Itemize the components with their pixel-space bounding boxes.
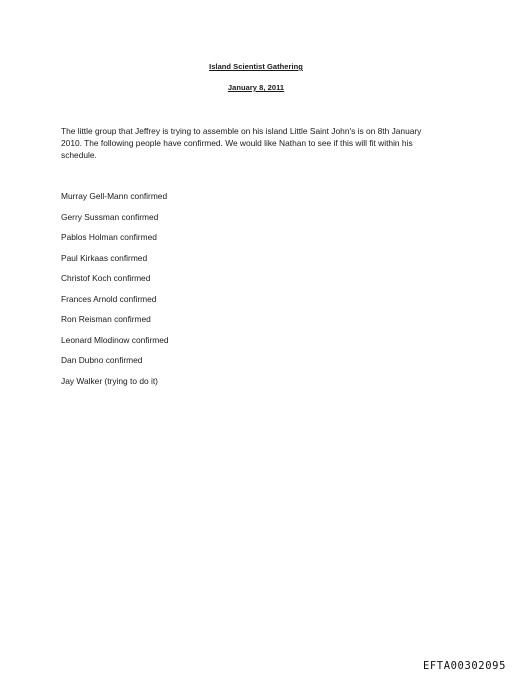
attendee-item: Frances Arnold confirmed (61, 293, 157, 304)
intro-paragraph: The little group that Jeffrey is trying to assemble on his island Little Saint John's is on 8th January 2010. The following people have confirmed. We would like Nathan to see if this will fit within his schedule. (61, 126, 422, 160)
attendee-item: Christof Koch confirmed (61, 273, 151, 283)
attendee-item: Pablos Holman confirmed (61, 232, 157, 242)
document-title: Island Scientist Gathering (209, 62, 303, 71)
document-date: January 8, 2011 (227, 83, 285, 92)
attendee-item: Leonard Mlodinow confirmed (61, 334, 169, 345)
attendee-item: Murray Gell-Mann confirmed (61, 191, 168, 201)
attendee-item: Paul Kirkaas confirmed (61, 252, 148, 263)
attendee-item: Jay Walker (trying to do it) (61, 375, 158, 386)
bates-number: EFTA00302095 (422, 660, 506, 672)
attendee-item: Ron Reisman confirmed (61, 314, 151, 324)
attendee-item: Dan Dubno confirmed (61, 355, 143, 365)
attendee-item: Gerry Sussman confirmed (61, 211, 159, 222)
attendee-list (61, 190, 169, 395)
